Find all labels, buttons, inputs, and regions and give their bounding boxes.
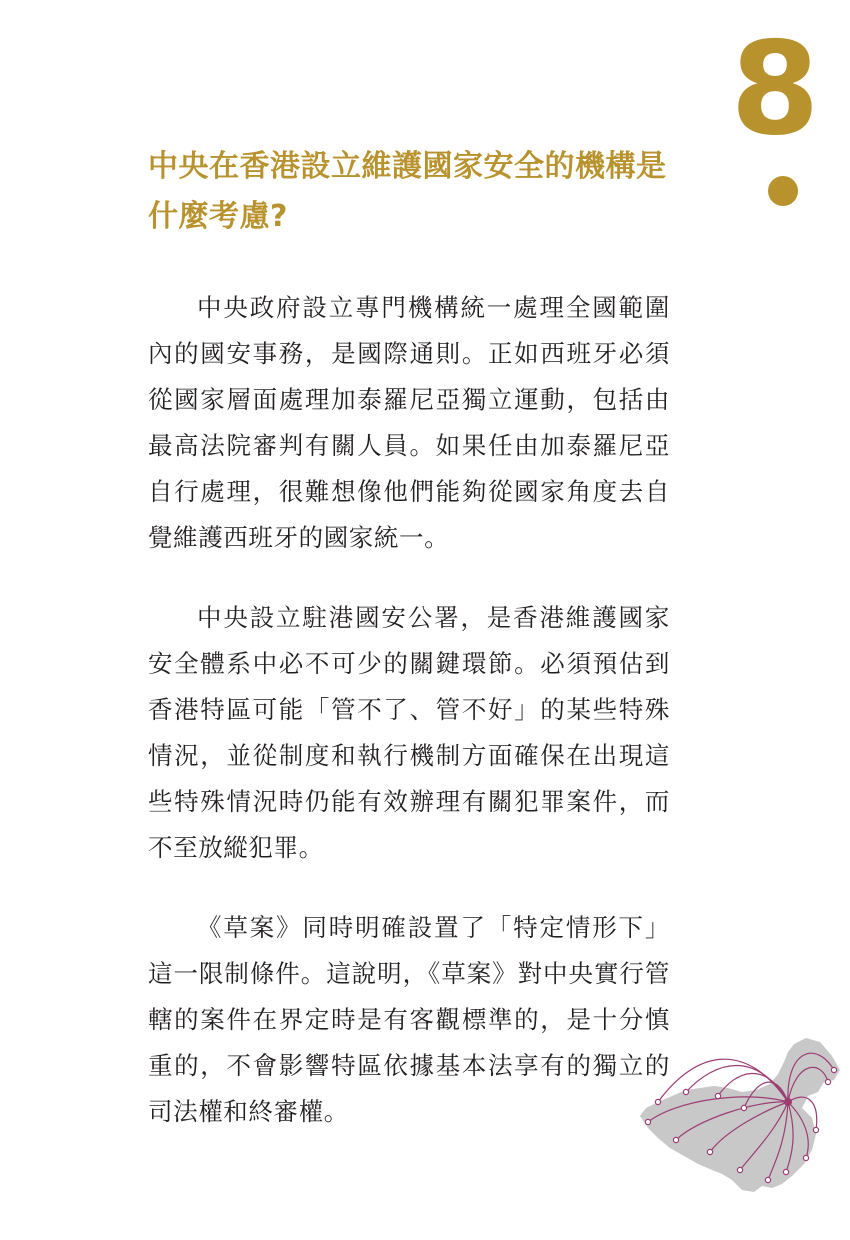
question-title: 中央在香港設立維護國家安全的機構是什麼考慮?	[148, 149, 667, 234]
paragraph-2: 中央設立駐港國安公署，是香港維護國家安全體系中必不可少的關鍵環節。必須預估到香港特區可能「管不了、管不好」的某些特殊情況，並從制度和執行機制方面確保在出現這些特殊情況時仍能有效辦理有關犯罪案件，而不至放縱犯罪。	[148, 603, 670, 862]
china-map-icon	[636, 1030, 842, 1200]
hub-point	[784, 1098, 792, 1106]
answer-body	[148, 285, 670, 1169]
paragraph-3: 《草案》同時明確設置了「特定情形下」這一限制條件。這說明，《草案》對中央實行管轄的案件在界定時是有客觀標準的，是十分慎重的，不會影響特區依據基本法享有的獨立的司法權和終審權。	[148, 913, 670, 1126]
page-number-dot	[768, 176, 798, 206]
paragraph-1: 中央政府設立專門機構統一處理全國範圍內的國安事務，是國際通則。正如西班牙必須從國家層面處理加泰羅尼亞獨立運動，包括由最高法院審判有關人員。如果任由加泰羅尼亞自行處理，很難想像他們能夠從國家角度去自覺維護西班牙的國家統一。	[148, 293, 670, 552]
page-number: 8	[730, 15, 820, 164]
